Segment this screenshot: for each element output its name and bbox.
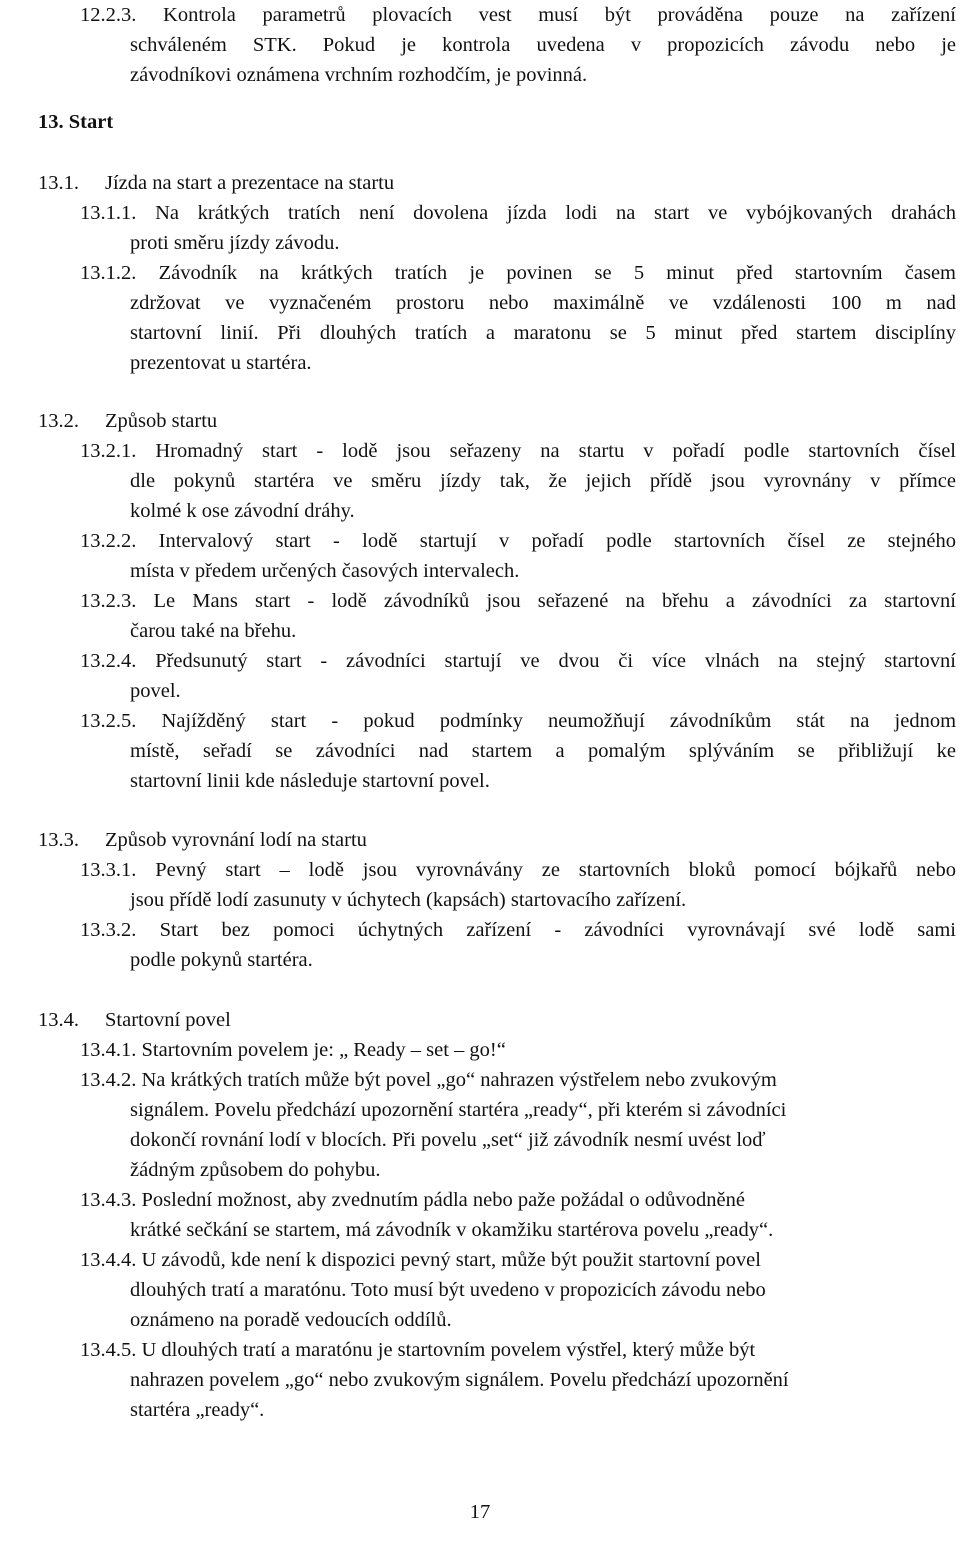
item-number: 13.4.4. [80,1249,137,1271]
item-13-3-2-line-2: podle pokynů startéra. [130,949,313,971]
item-13-2-3-line-2: čarou také na břehu. [130,620,297,642]
item-13-4-4-line-3: oznámeno na poradě vedoucích oddílů. [130,1309,452,1331]
item-13-2-4-line-2: povel. [130,680,181,702]
item-13-4-4-line-1: 13.4.4. U závodů, kde není k dispozici pevný start, může být použit startovní povel [80,1249,761,1271]
subsection-heading-13-3: 13.3. Způsob vyrovnání lodí na startu [38,829,367,851]
item-13-4-2-line-2: signálem. Povelu předchází upozornění startéra „ready“, při kterém si závodníci [130,1099,787,1121]
item-13-1-2-line-4: prezentovat u startéra. [130,352,312,374]
item-12-2-3-line-2: schváleném STK. Pokud je kontrola uvedena v propozicích závodu nebo je [130,34,956,56]
item-13-2-5-line-3: startovní linii kde následuje startovní povel. [130,770,490,792]
subsection-heading-13-1: 13.1. Jízda na start a prezentace na startu [38,172,395,194]
subsection-heading-13-2: 13.2. Způsob startu [38,410,218,432]
item-13-1-1-line-2: proti směru jízdy závodu. [130,232,340,254]
item-13-3-1-line-2: jsou přídě lodí zasunuty v úchytech (kapsách) startovacího zařízení. [130,889,687,911]
item-number: 12.2.3. [80,4,137,26]
item-13-2-5-line-2: místě, seřadí se závodníci nad startem a pomalým splýváním se přibližují ke [130,740,956,762]
item-13-4-5-line-3: startéra „ready“. [130,1399,265,1421]
item-13-1-2-line-1: 13.1.2. Závodník na krátkých tratích je povinen se 5 minut před startovním časem [80,262,956,284]
item-number: 13.2.2. [80,530,137,552]
item-13-2-1-line-1: 13.2.1. Hromadný start - lodě jsou seřazeny na startu v pořadí podle startovních čísel [80,440,956,462]
item-13-2-1-line-2: dle pokynů startéra ve směru jízdy tak, že jejich přídě jsou vyrovnány v přímce [130,470,956,492]
item-13-4-3-line-1: 13.4.3. Poslední možnost, aby zvednutím pádla nebo paže požádal o odůvodněné [80,1189,745,1211]
item-13-4-1-line-1: 13.4.1. Startovním povelem je: „ Ready – set – go!“ [80,1039,506,1061]
item-13-3-1-line-1: 13.3.1. Pevný start – lodě jsou vyrovnávány ze startovních bloků pomocí bójkařů nebo [80,859,957,881]
item-13-2-2-line-2: místa v předem určených časových intervalech. [130,560,520,582]
item-13-1-2-line-2: zdržovat ve vyznačeném prostoru nebo maximálně ve vzdálenosti 100 m nad [130,292,956,314]
item-13-1-1-line-1: 13.1.1. Na krátkých tratích není dovolena jízda lodi na start ve vybójkovaných drahách [80,202,956,224]
item-13-2-1-line-3: kolmé k ose závodní dráhy. [130,500,355,522]
item-number: 13.2.1. [80,440,137,462]
item-13-2-4-line-1: 13.2.4. Předsunutý start - závodníci startují ve dvou či více vlnách na stejný startovní [80,650,957,672]
item-12-2-3-line-1: 12.2.3. Kontrola parametrů plovacích vest musí být prováděna pouze na zařízení [80,4,956,26]
item-number: 13.4.1. [80,1039,137,1061]
item-number: 13.2.4. [80,650,137,672]
item-number: 13.4.3. [80,1189,137,1211]
item-13-4-3-line-2: krátké sečkání se startem, má závodník v okamžiku startérova povelu „ready“. [130,1219,774,1241]
item-13-4-4-line-2: dlouhých tratí a maratónu. Toto musí být uvedeno v propozicích závodu nebo [130,1279,766,1301]
item-number: 13.2.5. [80,710,137,732]
item-12-2-3-line-3: závodníkovi oznámena vrchním rozhodčím, je povinná. [130,64,588,86]
item-13-4-2-line-1: 13.4.2. Na krátkých tratích může být povel „go“ nahrazen výstřelem nebo zvukovým [80,1069,777,1091]
page-number: 17 [469,1501,491,1523]
item-13-2-3-line-1: 13.2.3. Le Mans start - lodě závodníků jsou seřazené na břehu a závodníci za startovní [80,590,956,612]
item-13-4-5-line-1: 13.4.5. U dlouhých tratí a maratónu je startovním povelem výstřel, který může být [80,1339,756,1361]
item-number: 13.1.2. [80,262,137,284]
item-number: 13.2.3. [80,590,137,612]
item-13-4-5-line-2: nahrazen povelem „go“ nebo zvukovým signálem. Povelu předchází upozornění [130,1369,789,1391]
item-13-4-2-line-3: dokončí rovnání lodí v blocích. Při povelu „set“ již závodník nesmí uvést loď [130,1129,766,1151]
item-13-2-5-line-1: 13.2.5. Najížděný start - pokud podmínky neumožňují závodníkům stát na jednom [80,710,957,732]
item-13-3-2-line-1: 13.3.2. Start bez pomoci úchytných zařízení - závodníci vyrovnávají své lodě sami [80,919,957,941]
item-13-2-2-line-1: 13.2.2. Intervalový start - lodě startují v pořadí podle startovních čísel ze stejného [80,530,957,552]
section-heading-13: 13. Start [38,111,114,133]
item-number: 13.3.2. [80,919,137,941]
item-number: 13.4.5. [80,1339,137,1361]
subsection-heading-13-4: 13.4. Startovní povel [38,1009,231,1031]
item-number: 13.3.1. [80,859,137,881]
item-13-4-2-line-4: žádným způsobem do pohybu. [130,1159,381,1181]
item-number: 13.1.1. [80,202,137,224]
item-13-1-2-line-3: startovní linií. Při dlouhých tratích a maratonu se 5 minut před startem disciplíny [130,322,956,344]
item-number: 13.4.2. [80,1069,137,1091]
